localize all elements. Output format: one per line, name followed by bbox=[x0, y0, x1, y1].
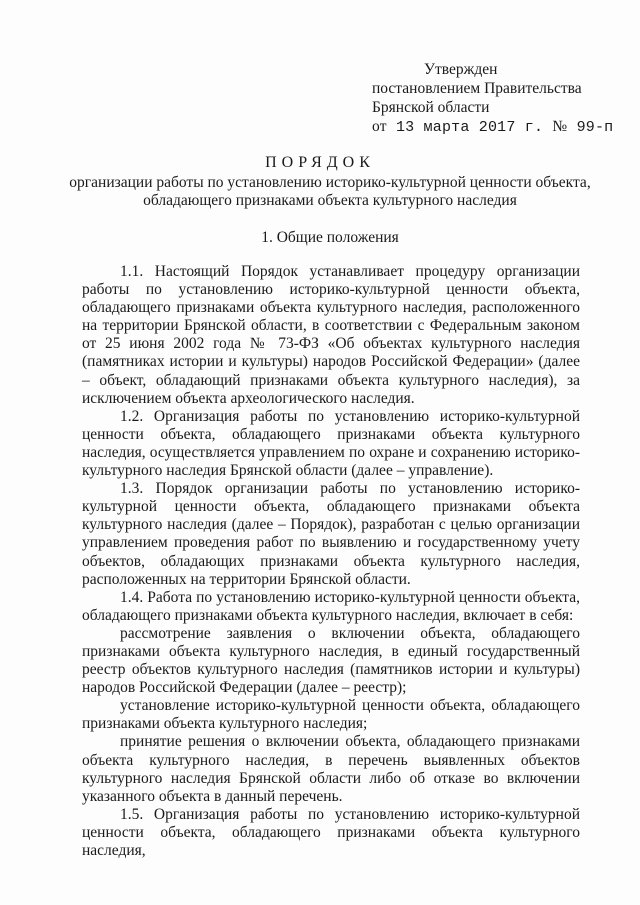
paragraph-1-4-item-3: принятие решения о включении объекта, обладающего признаками объекта культурного наследия, в перечень выявленных объектов культурного наследия Брянской области либо об отказе во включении указанного объекта в данный перечень. bbox=[82, 733, 580, 805]
approval-title: Утвержден bbox=[424, 61, 498, 78]
paragraph-1-4: 1.4. Работа по установлению историко-культурной ценности объекта, обладающего признаками объекта культурного наследия, включает в себя: bbox=[82, 588, 580, 624]
document-body bbox=[82, 263, 580, 860]
approval-number-value: 99-п bbox=[576, 119, 614, 136]
approval-block bbox=[372, 60, 632, 137]
paragraph-1-2: 1.2. Организация работы по установлению историко-культурной ценности объекта, обладающего признаками объекта культурного наследия, осуществляется управлением по охране и сохранению историко-культурного наследия Брянской области (далее – управление). bbox=[82, 407, 580, 480]
paragraph-1-1: 1.1. Настоящий Порядок устанавливает процедуру организации работы по установлению историко-культурной ценности объекта, обладающего признаками объекта культурного наследия, расположенного на территории Брянской области, в соответствии с Федеральным законом от 25 июня 2002 года № 73-ФЗ «Об объектах культурного наследия (памятниках истории и культуры) народов Российской Федерации» (далее – объект, обладающий признаками объекта культурного наследия), за исключением объекта археологического наследия. bbox=[82, 263, 580, 407]
paragraph-1-4-item-1: рассмотрение заявления о включении объекта, обладающего признаками объекта культурного наследия, в единый государственный реестр объектов культурного наследия (памятников истории и культуры) народов Российской Федерации (далее – реестр); bbox=[82, 624, 580, 697]
document-subtitle: организации работы по установлению историко-культурной ценности объекта, обладающего признаками объекта культурного наследия bbox=[69, 174, 591, 209]
document-title: ПОРЯДОК bbox=[265, 154, 375, 171]
approval-date-value: 13 марта 2017 г. bbox=[395, 119, 544, 136]
approval-number-sign: № bbox=[552, 118, 568, 135]
approval-region: Брянской области bbox=[372, 99, 490, 116]
approval-date-line bbox=[372, 117, 632, 137]
paragraph-1-3: 1.3. Порядок организации работы по установлению историко-культурной ценности объекта, обладающего признаками объекта культурного наследия (далее – Порядок), разработан с целью организации управлением проведения работ по выявлению и государственному учету объектов, обладающих признаками объекта культурного наследия, расположенных на территории Брянской области. bbox=[82, 480, 580, 588]
paragraph-1-4-item-2: установление историко-культурной ценности объекта, обладающего признаками объекта культурного наследия; bbox=[82, 697, 580, 733]
paragraph-1-5: 1.5. Организация работы по установлению историко-культурной ценности объекта, обладающего признаками объекта культурного наследия, bbox=[82, 805, 580, 859]
approval-authority: постановлением Правительства bbox=[372, 80, 582, 97]
approval-date-prefix: от bbox=[372, 118, 387, 135]
section-title: 1. Общие положения bbox=[261, 229, 399, 246]
